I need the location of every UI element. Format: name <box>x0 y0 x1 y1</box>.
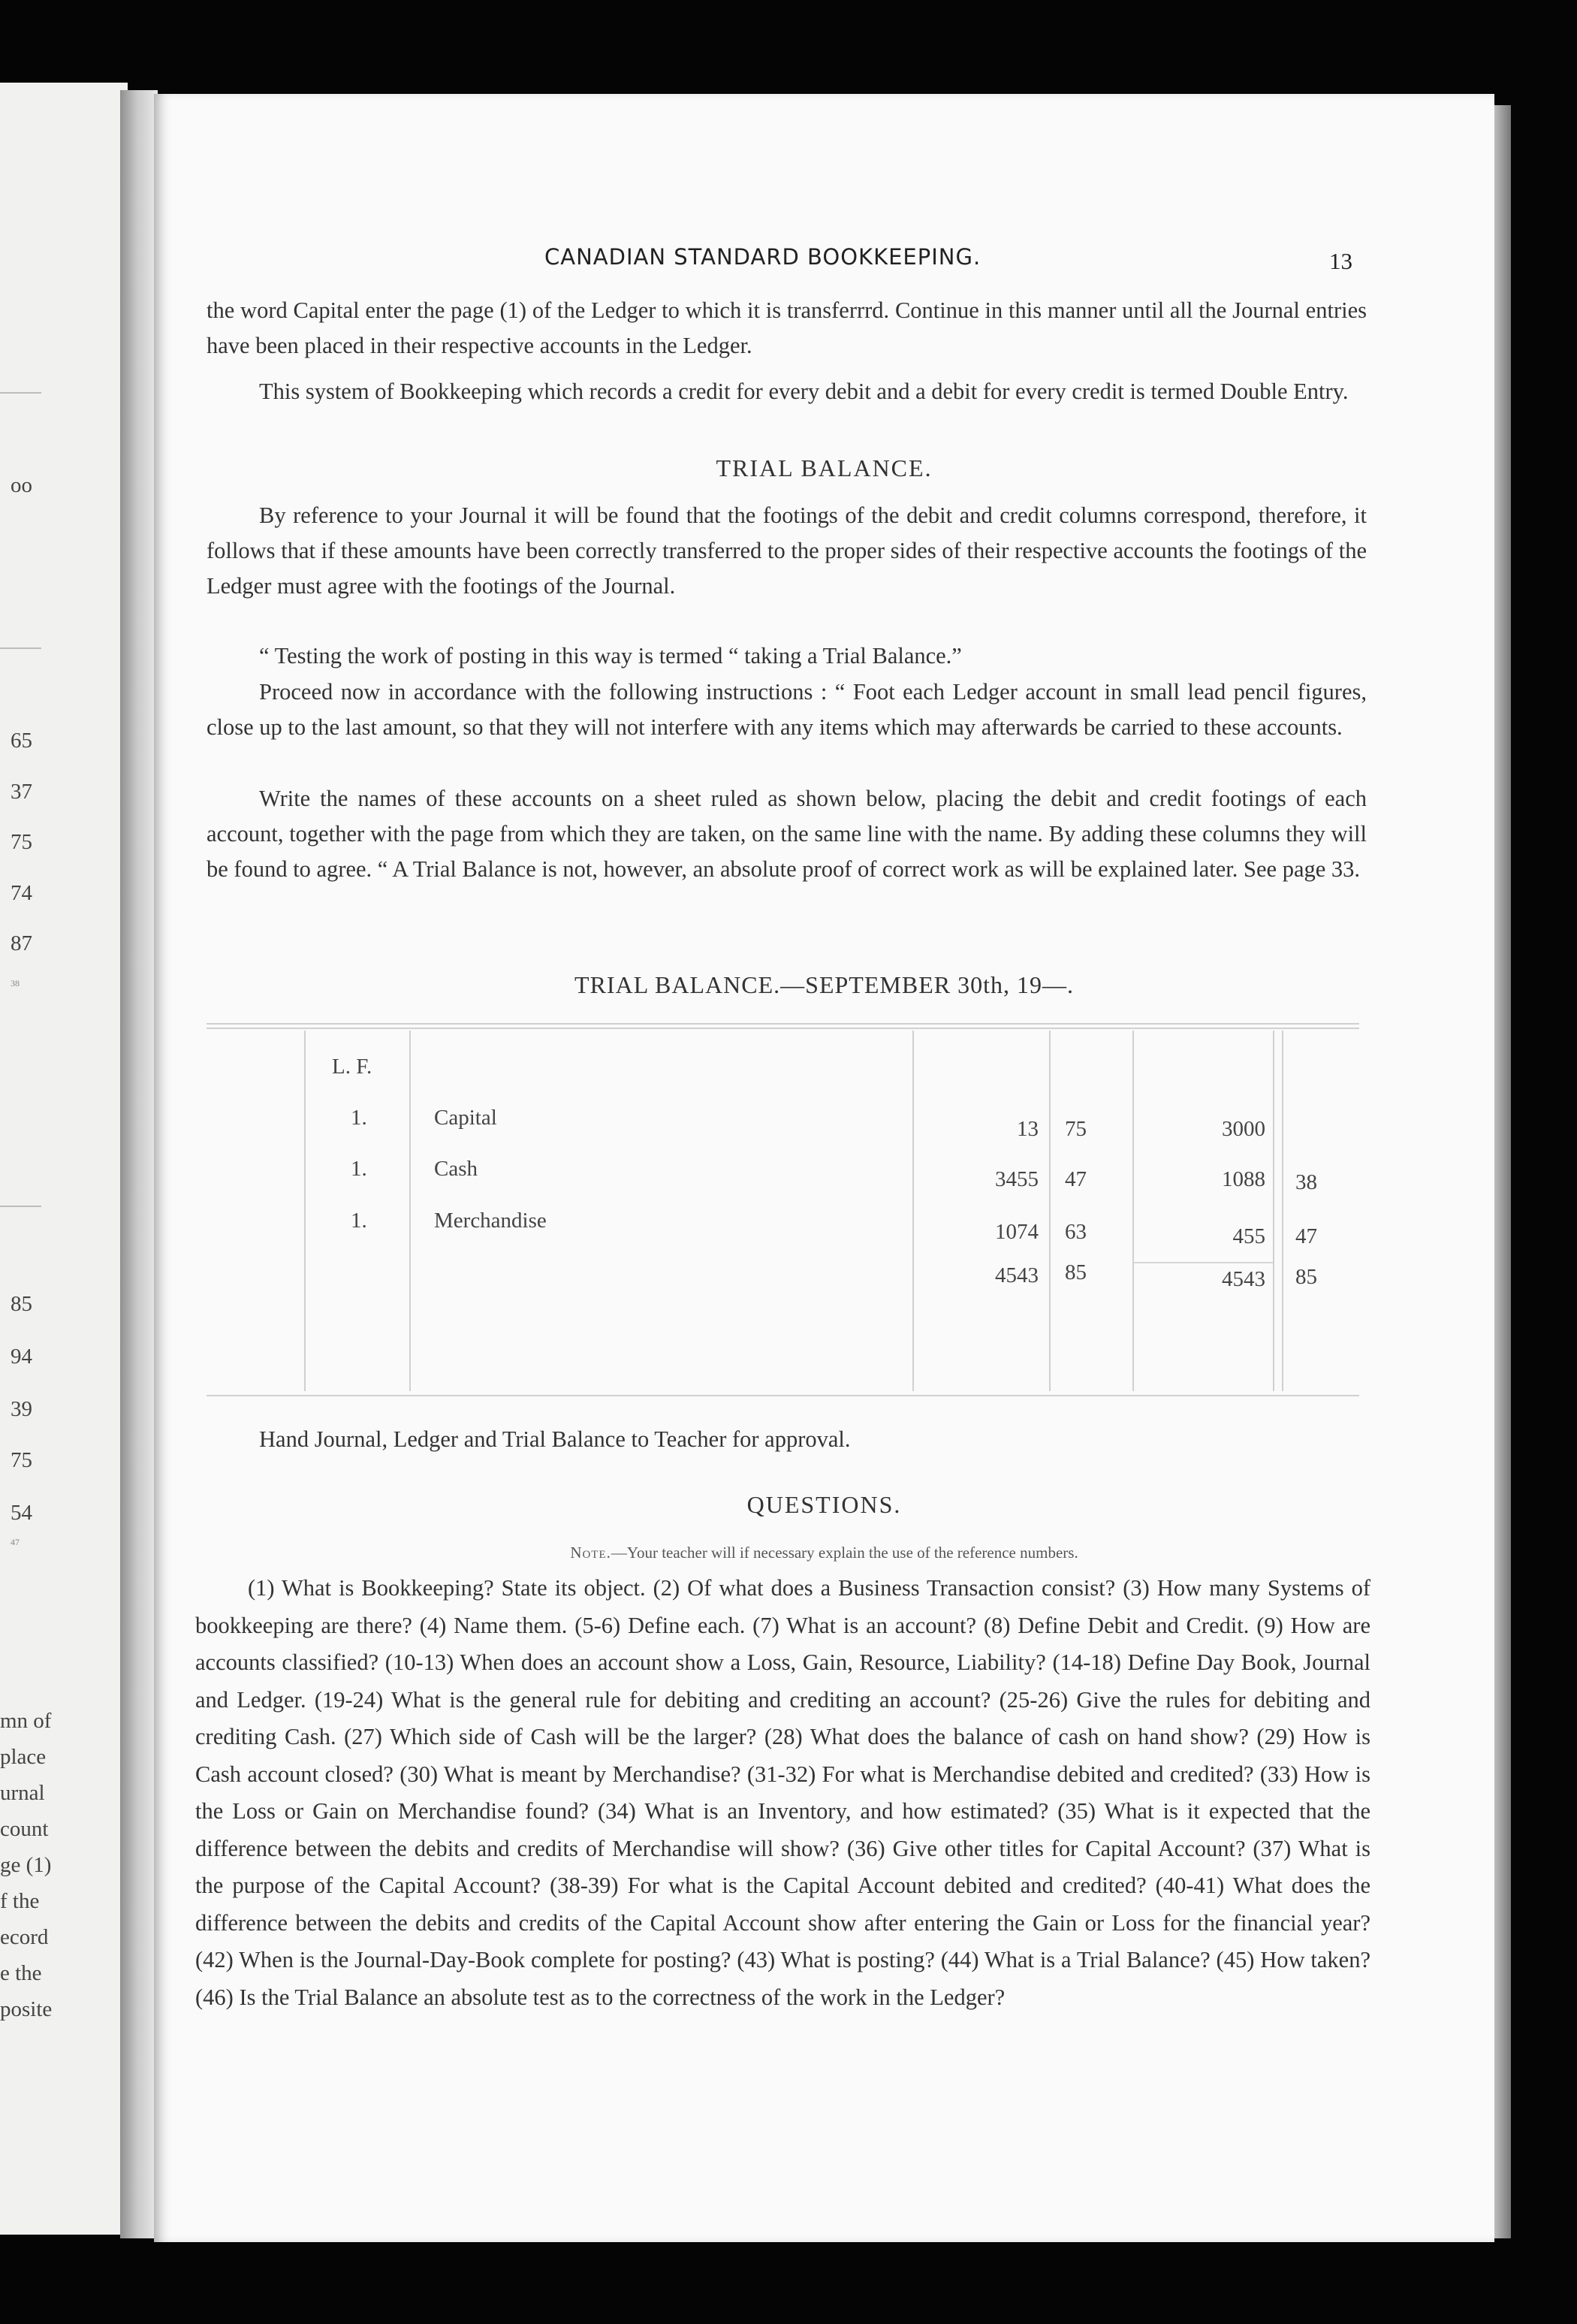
facing-line-ending: f the <box>0 1889 40 1913</box>
rule-line <box>0 647 41 649</box>
row-account: Capital <box>434 1106 497 1130</box>
section-heading-trial-balance: TRIAL BALANCE. <box>716 454 933 481</box>
facing-number: 94 <box>11 1345 32 1369</box>
page-edge <box>1494 105 1511 2238</box>
table-top-rule <box>207 1023 1359 1025</box>
row-account: Cash <box>434 1157 478 1181</box>
debit-dollars: 1074 <box>995 1220 1039 1244</box>
facing-number: 75 <box>11 1448 32 1472</box>
credit-dollars: 3000 <box>1222 1117 1265 1141</box>
rule-line <box>0 392 41 394</box>
column-rule <box>1049 1031 1051 1391</box>
running-head: CANADIAN STANDARD BOOKKEEPING. <box>544 244 981 270</box>
body-paragraph: “ Testing the work of posting in this way is termed “ taking a Trial Balance.” <box>259 643 962 669</box>
table-top-rule <box>207 1028 1359 1029</box>
facing-line-ending: mn of <box>0 1709 52 1733</box>
facing-number: oo <box>11 473 32 497</box>
body-paragraph: By reference to your Journal it will be found that the footings of the debit and credit columns correspond, therefore, it follows that if these amounts have been correctly transferred to the proper sides of their respective accounts the footings of the Ledger must agree with the footings of the Journal. <box>207 503 1367 599</box>
body-paragraph: Write the names of these accounts on a sheet ruled as shown below, placing the debit and credit footings of each account, together with the page from which they are taken, on the same line with the name. By adding these columns they will be found to agree. “ A Trial Balance is not, however, an absolute proof of correct work as will be explained later. See page 33. <box>207 786 1367 882</box>
note-text: —Your teacher will if necessary explain the use of the reference numbers. <box>611 1544 1078 1562</box>
row-account: Merchandise <box>434 1209 547 1233</box>
facing-line-ending: count <box>0 1817 49 1841</box>
sum-rule <box>1134 1262 1273 1263</box>
facing-page <box>0 83 128 2235</box>
column-rule <box>409 1031 411 1391</box>
facing-number: 85 <box>11 1292 32 1316</box>
facing-line-ending: place <box>0 1745 47 1769</box>
column-rule <box>1282 1031 1283 1391</box>
facing-number: 87 <box>11 931 32 955</box>
trial-balance-table <box>207 1023 1359 1406</box>
column-rule <box>304 1031 306 1391</box>
instruction-line: Hand Journal, Ledger and Trial Balance to Teacher for approval. <box>259 1426 851 1452</box>
facing-line-ending: ge (1) <box>0 1853 52 1877</box>
book-gutter <box>120 90 158 2238</box>
column-rule <box>1273 1031 1274 1391</box>
intro-paragraph: This system of Bookkeeping which records a credit for every debit and a debit for every credit is termed Double Entry. <box>259 379 1349 404</box>
credit-total-cents: 85 <box>1295 1265 1317 1289</box>
note-line <box>154 1544 1494 1562</box>
debit-total-cents: 85 <box>1065 1260 1087 1284</box>
column-rule <box>1132 1031 1134 1391</box>
debit-cents: 47 <box>1065 1167 1087 1191</box>
lf-header: L. F. <box>332 1055 372 1079</box>
credit-cents: 38 <box>1295 1170 1317 1194</box>
body-paragraph: Proceed now in accordance with the following instructions : “ Foot each Ledger account in small lead pencil figures, close up to the last amount, so that they will not interfere with any items which may afterwards be carried to these accounts. <box>207 679 1367 740</box>
credit-cents: 47 <box>1295 1224 1317 1248</box>
facing-number: 37 <box>11 780 32 804</box>
debit-total-dollars: 4543 <box>995 1263 1039 1287</box>
facing-line-ending: e the <box>0 1961 42 1985</box>
debit-dollars: 3455 <box>995 1167 1039 1191</box>
facing-number: 54 <box>11 1501 32 1525</box>
credit-dollars: 1088 <box>1222 1167 1265 1191</box>
debit-dollars: 13 <box>1017 1117 1039 1141</box>
table-bottom-rule <box>207 1395 1359 1396</box>
facing-number: 39 <box>11 1397 32 1421</box>
facing-line-ending: ecord <box>0 1925 49 1949</box>
facing-number: 65 <box>11 729 32 753</box>
questions-paragraph: (1) What is Bookkeeping? State its object. (2) Of what does a Business Transaction consist? (3) How many Systems of bookkeeping are there? (4) Name them. (5-6) Define each. (7) What is an account? (8) Define Debit and Credit. (9) How are accounts classified? (10-13) When does an account show a Loss, Gain, Resource, Liability? (14-18) Define Day Book, Journal and Ledger. (19-24) What is the general rule for debiting and crediting an account? (25-26) Give the rules for debiting and crediting Cash. (27) Which side of Cash will be the larger? (28) What does the balance of cash on hand show? (29) How is Cash account closed? (30) What is meant by Merchandise? (31-32) For what is Merchandise debited and credited? (33) How is the Loss or Gain on Merchandise found? (34) What is an Inventory, and how estimated? (35) What is it expected that the difference between the debits and credits of Merchandise will show? (36) Give other titles for Capital Account? (37) What is the purpose of the Capital Account? (38-39) For what is the Capital Account debited and credited? (40-41) What does the difference between the debits and credits of the Capital Account show after entering the Gain or Loss for the financial year? (42) When is the Journal-Day-Book complete for posting? (43) What is posting? (44) What is a Trial Balance? (45) How taken? (46) Is the Trial Balance an absolute test as to the correctness of the work in the Ledger? <box>195 1575 1370 2010</box>
facing-number: 74 <box>11 881 32 905</box>
facing-number: 38 <box>11 978 20 988</box>
debit-cents: 75 <box>1065 1117 1087 1141</box>
row-lf: 1. <box>351 1209 367 1233</box>
credit-dollars: 455 <box>1232 1224 1265 1248</box>
facing-line-ending: urnal <box>0 1781 45 1805</box>
trial-balance-title: TRIAL BALANCE.—SEPTEMBER 30th, 19—. <box>574 971 1074 998</box>
intro-paragraph: the word Capital enter the page (1) of the Ledger to which it is transferrrd. Continue in this manner until all the Journal entries have been placed in their respective accounts in the Ledger. <box>207 297 1367 358</box>
facing-number: 47 <box>11 1537 20 1547</box>
facing-number: 75 <box>11 830 32 854</box>
page-number: 13 <box>1329 248 1352 274</box>
debit-cents: 63 <box>1065 1220 1087 1244</box>
note-label: Note. <box>570 1544 611 1562</box>
rule-line <box>0 1206 41 1207</box>
row-lf: 1. <box>351 1157 367 1181</box>
book-page <box>154 94 1494 2242</box>
credit-total-dollars: 4543 <box>1222 1267 1265 1291</box>
column-rule <box>912 1031 914 1391</box>
row-lf: 1. <box>351 1106 367 1130</box>
facing-line-ending: posite <box>0 1997 53 2021</box>
section-heading-questions: QUESTIONS. <box>746 1491 902 1518</box>
